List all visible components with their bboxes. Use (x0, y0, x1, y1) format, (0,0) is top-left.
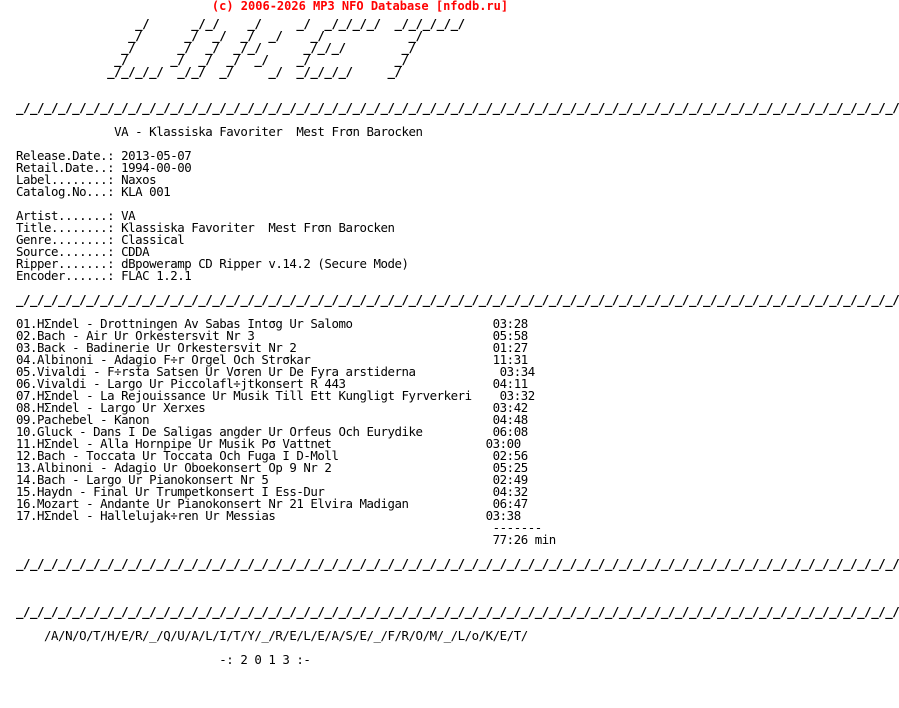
track-line: 10.Gluck - Dans I De Saligas angder Ur Orfeus Och Eurydike 06:08 (16, 424, 528, 439)
track-line: 13.Albinoni - Adagio Ur Oboekonsert Op 9 Nr 2 05:25 (16, 460, 528, 475)
footer-year: -: 2 0 1 3 :- (16, 652, 311, 667)
encoder: Encoder......: FLAC 1.2.1 (16, 268, 192, 283)
logo-line: _/ _/ _/ _/ _/ _/ _/ (16, 52, 409, 67)
track-line: 03.Back - Badinerie Ur Orkestersvit Nr 2 01:27 (16, 340, 528, 355)
logo-line: _/ _/ _/ _/_/ _/_/_/ _/ (16, 40, 416, 55)
separator-line: _/_/_/_/_/_/_/_/_/_/_/_/_/_/_/_/_/_/_/_/_/_/_/_/_/_/_/_/_/_/_/_/_/_/_/_/_/_/_/_/_/_/_/_/_/_/_/_/_/_/_/_/_/_/_/_/_/_/_/_/_/_/_/ (16, 292, 899, 307)
track-line: 17.HΣndel - Hallelujak÷ren Ur Messias 03:38 (16, 508, 521, 523)
catalog-number: Catalog.No...: KLA 001 (16, 184, 171, 199)
footer-credit: /A/N/O/T/H/E/R/_/Q/U/A/L/I/T/Y/_/R/E/L/E/A/S/E/_/F/R/O/M/_/L/o/K/E/T/ (16, 628, 528, 643)
logo-line: _/ _/_/ _/ _/ _/_/_/_/ _/_/_/_/_/ (16, 16, 465, 31)
title: Title........: Klassiska Favoriter Mest Frσn Barocken (16, 220, 395, 235)
track-line: 09.Pachebel - Kanon 04:48 (16, 412, 528, 427)
track-line: 16.Mozart - Andante Ur Pianokonsert Nr 21 Elvira Madigan 06:47 (16, 496, 528, 511)
track-line: 02.Bach - Air Ur Orkestersvit Nr 3 05:58 (16, 328, 528, 343)
separator-line: _/_/_/_/_/_/_/_/_/_/_/_/_/_/_/_/_/_/_/_/_/_/_/_/_/_/_/_/_/_/_/_/_/_/_/_/_/_/_/_/_/_/_/_/_/_/_/_/_/_/_/_/_/_/_/_/_/_/_/_/_/_/_/ (16, 556, 899, 571)
track-line: 11.HΣndel - Alla Hornpipe Ur Musik Pσ Vattnet 03:00 (16, 436, 521, 451)
track-line: 08.HΣndel - Largo Ur Xerxes 03:42 (16, 400, 528, 415)
track-line: 01.HΣndel - Drottningen Av Sabas Intσg Ur Salomo 03:28 (16, 316, 528, 331)
separator-line: _/_/_/_/_/_/_/_/_/_/_/_/_/_/_/_/_/_/_/_/_/_/_/_/_/_/_/_/_/_/_/_/_/_/_/_/_/_/_/_/_/_/_/_/_/_/_/_/_/_/_/_/_/_/_/_/_/_/_/_/_/_/_/ (16, 604, 899, 619)
release-title: VA - Klassiska Favoriter Mest Frσn Barocken (16, 124, 423, 139)
track-line: 14.Bach - Largo Ur Pianokonsert Nr 5 02:49 (16, 472, 528, 487)
track-line: 04.Albinoni - Adagio F÷r Orgel Och Strσkar 11:31 (16, 352, 528, 367)
nfo-text (16, 16, 899, 667)
separator-line: _/_/_/_/_/_/_/_/_/_/_/_/_/_/_/_/_/_/_/_/_/_/_/_/_/_/_/_/_/_/_/_/_/_/_/_/_/_/_/_/_/_/_/_/_/_/_/_/_/_/_/_/_/_/_/_/_/_/_/_/_/_/_/ (16, 100, 899, 115)
track-line: 12.Bach - Toccata Ur Toccata Och Fuga I D-Moll 02:56 (16, 448, 528, 463)
ripper: Ripper.......: dBpoweramp CD Ripper v.14.2 (Secure Mode) (16, 256, 409, 271)
track-line: 05.Vivaldi - F÷rsta Satsen Ur Vσren Ur De Fyra arstiderna 03:34 (16, 364, 535, 379)
total-time: 77:26 min (16, 532, 556, 547)
label: Label........: Naxos (16, 172, 157, 187)
genre: Genre........: Classical (16, 232, 185, 247)
nfodb-copyright-header: (c) 2006-2026 MP3 NFO Database [nfodb.ru] (211, 0, 509, 13)
total-rule: ------- (16, 520, 542, 535)
logo-line: _/ _/ _/ _/ _/ _/ _/ (16, 28, 423, 43)
retail-date: Retail.Date..: 1994-00-00 (16, 160, 192, 175)
release-date: Release.Date.: 2013-05-07 (16, 148, 192, 163)
track-line: 07.HΣndel - La Rejouissance Ur Musik Till Ett Kungligt Fyrverkeri 03:32 (16, 388, 535, 403)
track-line: 15.Haydn - Final Ur Trumpetkonsert I Ess-Dur 04:32 (16, 484, 528, 499)
track-line: 06.Vivaldi - Largo Ur Piccolafl÷jtkonsert R 443 04:11 (16, 376, 528, 391)
artist: Artist.......: VA (16, 208, 136, 223)
logo-line: _/_/_/_/ _/_/ _/ _/ _/_/_/_/ _/ (16, 64, 402, 79)
source: Source.......: CDDA (16, 244, 150, 259)
